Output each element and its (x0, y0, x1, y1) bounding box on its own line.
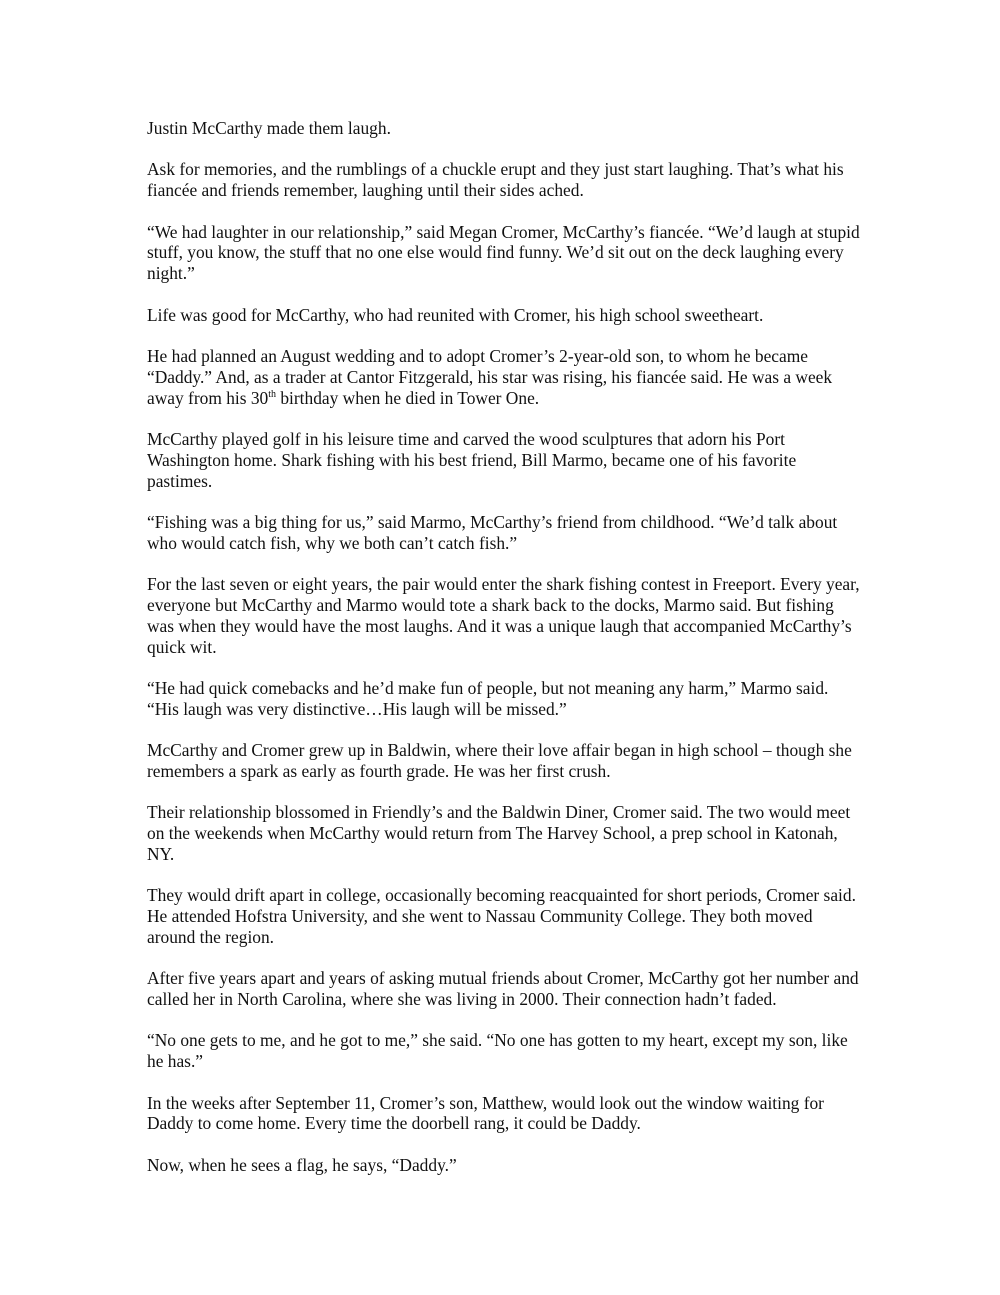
paragraph-2: Ask for memories, and the rumblings of a chuckle erupt and they just start laughing. That’s what his fiancée and friends remember, laughing until their sides ached. (147, 159, 844, 201)
paragraph-12: They would drift apart in college, occasionally becoming reacquainted for short periods, Cromer said. He attended Hofstra University, and she went to Nassau Community College. They both moved around the region. (147, 885, 856, 947)
paragraph-8: For the last seven or eight years, the pair would enter the shark fishing contest in Freeport. Every year, everyone but McCarthy and Marmo would tote a shark back to the docks, Marmo said. But fishing was when they would have the most laughs. And it was a unique laugh that accompanied McCarthy’s quick wit. (147, 574, 860, 657)
paragraph-1: Justin McCarthy made them laugh. (147, 118, 391, 138)
paragraph-9: “He had quick comebacks and he’d make fun of people, but not meaning any harm,” Marmo said. “His laugh was very distinctive…His laugh will be missed.” (147, 677, 829, 719)
paragraph-15: In the weeks after September 11, Cromer’s son, Matthew, would look out the window waiting for Daddy to come home. Every time the doorbell rang, it could be Daddy. (147, 1092, 824, 1134)
paragraph-4: Life was good for McCarthy, who had reunited with Cromer, his high school sweetheart. (147, 304, 764, 325)
paragraph-11: Their relationship blossomed in Friendly’s and the Baldwin Diner, Cromer said. The two would meet on the weekends when McCarthy would return from The Harvey School, a prep school in Katonah, NY. (147, 802, 851, 864)
ordinal-suffix: th (268, 388, 277, 400)
paragraph-13: After five years apart and years of asking mutual friends about Cromer, McCarthy got her number and called her in North Carolina, where she was living in 2000. Their connection hadn’t faded. (147, 968, 859, 1010)
paragraph-6: McCarthy played golf in his leisure time and carved the wood sculptures that adorn his Port Washington home. Shark fishing with his best friend, Bill Marmo, became one of his favorite pastimes. (147, 428, 797, 491)
paragraph-5 (147, 346, 862, 408)
document-body (147, 118, 862, 1176)
paragraph-10: McCarthy and Cromer grew up in Baldwin, where their love affair began in high school – though she remembers a spark as early as fourth grade. He was her first crush. (147, 740, 852, 781)
paragraph-5-text-end: birthday when he died in Tower One. (276, 387, 540, 408)
paragraph-16: Now, when he sees a flag, he says, “Daddy.” (147, 1154, 457, 1175)
paragraph-14: “No one gets to me, and he got to me,” she said. “No one has gotten to my heart, except my son, like he has.” (147, 1030, 848, 1072)
paragraph-7: “Fishing was a big thing for us,” said Marmo, McCarthy’s friend from childhood. “We’d talk about who would catch fish, why we both can’t catch fish.” (147, 511, 838, 553)
paragraph-3: “We had laughter in our relationship,” said Megan Cromer, McCarthy’s fiancée. “We’d laugh at stupid stuff, you know, the stuff that no one else would find funny. We’d sit out on the deck laughing every night.” (147, 221, 860, 284)
paragraph-5-text: He had planned an August wedding and to adopt Cromer’s 2-year-old son, to whom he became “Daddy.” And, as a trader at Cantor Fitzgerald, his star was rising, his fiancée said. He was a week away from his 30 (147, 345, 833, 408)
